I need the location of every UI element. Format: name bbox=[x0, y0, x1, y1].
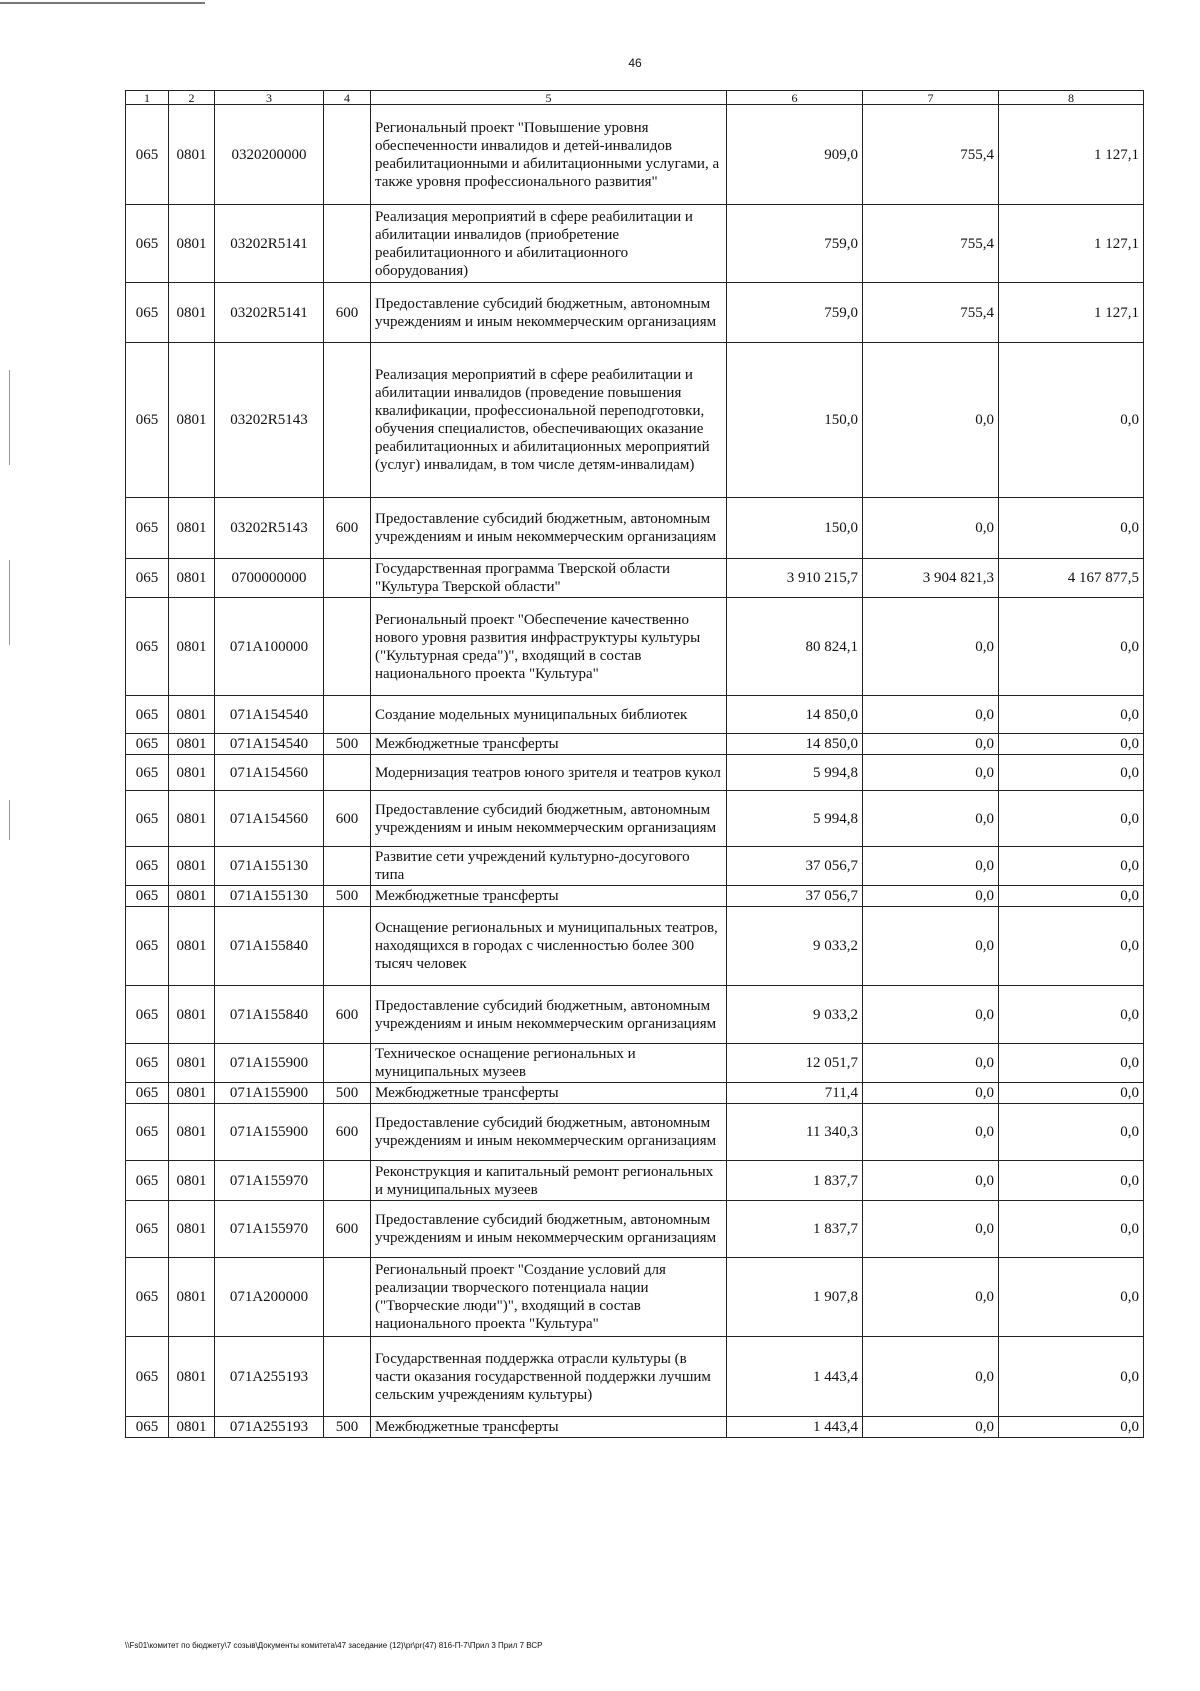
cell-description: Региональный проект "Создание условий для реализации творческого потенциала нации ("Творческие люди")", входящий в состав национального проекта "Культура" bbox=[371, 1258, 727, 1337]
cell-code: 065 bbox=[126, 1161, 169, 1201]
header-cell-5: 5 bbox=[371, 91, 727, 105]
cell-amount-col8: 0,0 bbox=[999, 1083, 1144, 1104]
cell-expense-type bbox=[324, 598, 371, 696]
cell-code: 065 bbox=[126, 907, 169, 986]
cell-target-article: 071A155900 bbox=[215, 1104, 324, 1161]
cell-amount-col7: 0,0 bbox=[863, 598, 999, 696]
cell-description: Межбюджетные трансферты bbox=[371, 886, 727, 907]
cell-amount-col6: 1 837,7 bbox=[727, 1201, 863, 1258]
cell-target-article: 071A155900 bbox=[215, 1083, 324, 1104]
cell-amount-col8: 0,0 bbox=[999, 907, 1144, 986]
cell-amount-col7: 3 904 821,3 bbox=[863, 559, 999, 598]
cell-amount-col8: 0,0 bbox=[999, 1044, 1144, 1083]
cell-expense-type bbox=[324, 205, 371, 283]
cell-amount-col8: 1 127,1 bbox=[999, 105, 1144, 205]
cell-section: 0801 bbox=[169, 343, 215, 498]
cell-amount-col7: 0,0 bbox=[863, 886, 999, 907]
cell-code: 065 bbox=[126, 755, 169, 791]
scan-artifact-line bbox=[9, 370, 10, 465]
cell-expense-type bbox=[324, 907, 371, 986]
cell-amount-col8: 0,0 bbox=[999, 847, 1144, 886]
budget-table bbox=[125, 90, 1144, 1438]
cell-expense-type bbox=[324, 105, 371, 205]
cell-section: 0801 bbox=[169, 847, 215, 886]
table-row bbox=[126, 1161, 1144, 1201]
cell-expense-type: 600 bbox=[324, 986, 371, 1044]
cell-amount-col8: 0,0 bbox=[999, 755, 1144, 791]
cell-amount-col6: 3 910 215,7 bbox=[727, 559, 863, 598]
header-cell-7: 7 bbox=[863, 91, 999, 105]
table-row bbox=[126, 498, 1144, 559]
cell-code: 065 bbox=[126, 791, 169, 847]
cell-code: 065 bbox=[126, 498, 169, 559]
table-row bbox=[126, 1104, 1144, 1161]
cell-code: 065 bbox=[126, 886, 169, 907]
cell-description: Реализация мероприятий в сфере реабилитации и абилитации инвалидов (проведение повышения квалификации, профессиональной переподготовки, обучения специалистов, обеспечивающих оказание реабилитационных и абилитационных мероприятий (услуг) инвалидам, в том числе детям-инвалидам) bbox=[371, 343, 727, 498]
cell-description: Развитие сети учреждений культурно-досугового типа bbox=[371, 847, 727, 886]
cell-expense-type bbox=[324, 1044, 371, 1083]
cell-expense-type bbox=[324, 1337, 371, 1417]
cell-target-article: 071A255193 bbox=[215, 1417, 324, 1438]
cell-amount-col6: 80 824,1 bbox=[727, 598, 863, 696]
cell-amount-col7: 755,4 bbox=[863, 205, 999, 283]
cell-section: 0801 bbox=[169, 1104, 215, 1161]
cell-description: Региональный проект "Обеспечение качественно нового уровня развития инфраструктуры культуры ("Культурная среда")", входящий в состав национального проекта "Культура" bbox=[371, 598, 727, 696]
table-body bbox=[126, 105, 1144, 1438]
cell-expense-type: 600 bbox=[324, 791, 371, 847]
cell-target-article: 03202R5143 bbox=[215, 498, 324, 559]
cell-description: Предоставление субсидий бюджетным, автономным учреждениям и иным некоммерческим организациям bbox=[371, 1104, 727, 1161]
cell-target-article: 071A155900 bbox=[215, 1044, 324, 1083]
cell-amount-col7: 0,0 bbox=[863, 1337, 999, 1417]
cell-code: 065 bbox=[126, 1083, 169, 1104]
cell-expense-type: 500 bbox=[324, 734, 371, 755]
cell-target-article: 071A154560 bbox=[215, 755, 324, 791]
cell-code: 065 bbox=[126, 1201, 169, 1258]
cell-target-article: 071A155840 bbox=[215, 986, 324, 1044]
footer-file-path: \\Fs01\комитет по бюджету\7 созыв\Документы комитета\47 заседание (12)\pr\pr(47) 816-П-7\Прил 3 Прил 7 ВСР bbox=[125, 1641, 543, 1650]
cell-amount-col6: 909,0 bbox=[727, 105, 863, 205]
cell-section: 0801 bbox=[169, 205, 215, 283]
cell-code: 065 bbox=[126, 105, 169, 205]
cell-expense-type bbox=[324, 696, 371, 734]
cell-description: Государственная поддержка отрасли культуры (в части оказания государственной поддержки лучшим сельским учреждениям культуры) bbox=[371, 1337, 727, 1417]
table-row bbox=[126, 1083, 1144, 1104]
cell-section: 0801 bbox=[169, 755, 215, 791]
cell-expense-type: 500 bbox=[324, 1083, 371, 1104]
table-row bbox=[126, 886, 1144, 907]
cell-target-article: 071A154540 bbox=[215, 734, 324, 755]
table-row bbox=[126, 734, 1144, 755]
cell-expense-type bbox=[324, 343, 371, 498]
cell-amount-col6: 1 837,7 bbox=[727, 1161, 863, 1201]
table-row bbox=[126, 986, 1144, 1044]
cell-amount-col7: 0,0 bbox=[863, 696, 999, 734]
cell-target-article: 0320200000 bbox=[215, 105, 324, 205]
header-cell-4: 4 bbox=[324, 91, 371, 105]
cell-amount-col7: 0,0 bbox=[863, 734, 999, 755]
cell-expense-type: 500 bbox=[324, 1417, 371, 1438]
cell-amount-col7: 0,0 bbox=[863, 755, 999, 791]
cell-description: Реконструкция и капитальный ремонт региональных и муниципальных музеев bbox=[371, 1161, 727, 1201]
cell-description: Предоставление субсидий бюджетным, автономным учреждениям и иным некоммерческим организациям bbox=[371, 791, 727, 847]
cell-amount-col6: 1 443,4 bbox=[727, 1417, 863, 1438]
cell-description: Межбюджетные трансферты bbox=[371, 1417, 727, 1438]
cell-code: 065 bbox=[126, 1417, 169, 1438]
cell-amount-col6: 11 340,3 bbox=[727, 1104, 863, 1161]
cell-target-article: 071A155130 bbox=[215, 886, 324, 907]
cell-amount-col8: 4 167 877,5 bbox=[999, 559, 1144, 598]
cell-code: 065 bbox=[126, 343, 169, 498]
cell-code: 065 bbox=[126, 734, 169, 755]
cell-description: Межбюджетные трансферты bbox=[371, 734, 727, 755]
cell-amount-col8: 1 127,1 bbox=[999, 283, 1144, 343]
cell-amount-col8: 0,0 bbox=[999, 1417, 1144, 1438]
cell-amount-col8: 0,0 bbox=[999, 498, 1144, 559]
table-row bbox=[126, 205, 1144, 283]
scan-artifact-line bbox=[0, 2, 205, 4]
cell-target-article: 071A155130 bbox=[215, 847, 324, 886]
cell-amount-col8: 0,0 bbox=[999, 1337, 1144, 1417]
cell-amount-col7: 0,0 bbox=[863, 498, 999, 559]
cell-amount-col7: 755,4 bbox=[863, 105, 999, 205]
header-cell-2: 2 bbox=[169, 91, 215, 105]
cell-expense-type: 600 bbox=[324, 498, 371, 559]
table-row bbox=[126, 343, 1144, 498]
cell-amount-col6: 150,0 bbox=[727, 498, 863, 559]
cell-amount-col6: 759,0 bbox=[727, 283, 863, 343]
cell-amount-col6: 1 907,8 bbox=[727, 1258, 863, 1337]
cell-target-article: 071A155840 bbox=[215, 907, 324, 986]
cell-amount-col6: 12 051,7 bbox=[727, 1044, 863, 1083]
cell-description: Предоставление субсидий бюджетным, автономным учреждениям и иным некоммерческим организациям bbox=[371, 498, 727, 559]
cell-amount-col7: 0,0 bbox=[863, 1083, 999, 1104]
header-cell-3: 3 bbox=[215, 91, 324, 105]
cell-description: Оснащение региональных и муниципальных театров, находящихся в городах с численностью более 300 тысяч человек bbox=[371, 907, 727, 986]
cell-target-article: 03202R5143 bbox=[215, 343, 324, 498]
cell-amount-col6: 5 994,8 bbox=[727, 755, 863, 791]
cell-amount-col8: 0,0 bbox=[999, 1258, 1144, 1337]
header-cell-6: 6 bbox=[727, 91, 863, 105]
cell-amount-col8: 0,0 bbox=[999, 791, 1144, 847]
cell-target-article: 071A200000 bbox=[215, 1258, 324, 1337]
cell-expense-type bbox=[324, 755, 371, 791]
cell-section: 0801 bbox=[169, 1161, 215, 1201]
table-row bbox=[126, 847, 1144, 886]
cell-amount-col8: 0,0 bbox=[999, 696, 1144, 734]
cell-section: 0801 bbox=[169, 598, 215, 696]
cell-amount-col7: 0,0 bbox=[863, 1201, 999, 1258]
table-row bbox=[126, 1337, 1144, 1417]
cell-amount-col8: 0,0 bbox=[999, 734, 1144, 755]
cell-description: Модернизация театров юного зрителя и театров кукол bbox=[371, 755, 727, 791]
cell-expense-type: 600 bbox=[324, 1104, 371, 1161]
cell-section: 0801 bbox=[169, 886, 215, 907]
cell-code: 065 bbox=[126, 847, 169, 886]
cell-code: 065 bbox=[126, 1044, 169, 1083]
table-row bbox=[126, 1258, 1144, 1337]
table-row bbox=[126, 283, 1144, 343]
cell-target-article: 071A154540 bbox=[215, 696, 324, 734]
cell-section: 0801 bbox=[169, 1258, 215, 1337]
cell-target-article: 03202R5141 bbox=[215, 205, 324, 283]
cell-code: 065 bbox=[126, 1337, 169, 1417]
cell-code: 065 bbox=[126, 559, 169, 598]
cell-target-article: 071A155970 bbox=[215, 1161, 324, 1201]
cell-amount-col8: 0,0 bbox=[999, 1104, 1144, 1161]
table-row bbox=[126, 1417, 1144, 1438]
cell-amount-col8: 0,0 bbox=[999, 886, 1144, 907]
cell-description: Создание модельных муниципальных библиотек bbox=[371, 696, 727, 734]
cell-amount-col7: 0,0 bbox=[863, 791, 999, 847]
cell-target-article: 071A155970 bbox=[215, 1201, 324, 1258]
table-row bbox=[126, 907, 1144, 986]
cell-amount-col8: 0,0 bbox=[999, 598, 1144, 696]
cell-expense-type: 600 bbox=[324, 1201, 371, 1258]
cell-amount-col7: 0,0 bbox=[863, 847, 999, 886]
table-header bbox=[126, 91, 1144, 105]
cell-description: Реализация мероприятий в сфере реабилитации и абилитации инвалидов (приобретение реабилитационного и абилитационного оборудования) bbox=[371, 205, 727, 283]
cell-expense-type: 600 bbox=[324, 283, 371, 343]
cell-expense-type bbox=[324, 559, 371, 598]
cell-amount-col6: 711,4 bbox=[727, 1083, 863, 1104]
cell-amount-col8: 0,0 bbox=[999, 1161, 1144, 1201]
cell-target-article: 03202R5141 bbox=[215, 283, 324, 343]
cell-section: 0801 bbox=[169, 791, 215, 847]
header-cell-8: 8 bbox=[999, 91, 1144, 105]
table-row bbox=[126, 696, 1144, 734]
cell-code: 065 bbox=[126, 696, 169, 734]
cell-amount-col8: 1 127,1 bbox=[999, 205, 1144, 283]
cell-amount-col6: 150,0 bbox=[727, 343, 863, 498]
table-row bbox=[126, 1044, 1144, 1083]
cell-amount-col7: 0,0 bbox=[863, 1417, 999, 1438]
cell-section: 0801 bbox=[169, 907, 215, 986]
table-row bbox=[126, 559, 1144, 598]
cell-code: 065 bbox=[126, 598, 169, 696]
cell-expense-type bbox=[324, 1258, 371, 1337]
cell-amount-col7: 755,4 bbox=[863, 283, 999, 343]
cell-amount-col7: 0,0 bbox=[863, 1104, 999, 1161]
cell-amount-col6: 37 056,7 bbox=[727, 886, 863, 907]
cell-code: 065 bbox=[126, 1104, 169, 1161]
cell-amount-col8: 0,0 bbox=[999, 986, 1144, 1044]
cell-amount-col7: 0,0 bbox=[863, 1044, 999, 1083]
cell-target-article: 071A154560 bbox=[215, 791, 324, 847]
cell-amount-col6: 5 994,8 bbox=[727, 791, 863, 847]
cell-amount-col7: 0,0 bbox=[863, 1258, 999, 1337]
cell-section: 0801 bbox=[169, 1044, 215, 1083]
cell-description: Государственная программа Тверской области "Культура Тверской области" bbox=[371, 559, 727, 598]
cell-section: 0801 bbox=[169, 1337, 215, 1417]
table-row bbox=[126, 598, 1144, 696]
cell-section: 0801 bbox=[169, 986, 215, 1044]
cell-amount-col6: 14 850,0 bbox=[727, 734, 863, 755]
cell-code: 065 bbox=[126, 986, 169, 1044]
table-row bbox=[126, 105, 1144, 205]
cell-amount-col6: 14 850,0 bbox=[727, 696, 863, 734]
cell-description: Региональный проект "Повышение уровня обеспеченности инвалидов и детей-инвалидов реабилитационными и абилитационными услугами, а также уровня профессионального развития" bbox=[371, 105, 727, 205]
cell-amount-col6: 9 033,2 bbox=[727, 907, 863, 986]
cell-amount-col7: 0,0 bbox=[863, 907, 999, 986]
cell-code: 065 bbox=[126, 283, 169, 343]
cell-expense-type bbox=[324, 847, 371, 886]
table-row bbox=[126, 755, 1144, 791]
cell-description: Межбюджетные трансферты bbox=[371, 1083, 727, 1104]
page-number: 46 bbox=[628, 56, 642, 70]
cell-section: 0801 bbox=[169, 559, 215, 598]
cell-section: 0801 bbox=[169, 283, 215, 343]
cell-section: 0801 bbox=[169, 1417, 215, 1438]
cell-description: Предоставление субсидий бюджетным, автономным учреждениям и иным некоммерческим организациям bbox=[371, 1201, 727, 1258]
cell-expense-type: 500 bbox=[324, 886, 371, 907]
cell-code: 065 bbox=[126, 1258, 169, 1337]
cell-amount-col8: 0,0 bbox=[999, 1201, 1144, 1258]
cell-section: 0801 bbox=[169, 734, 215, 755]
header-cell-1: 1 bbox=[126, 91, 169, 105]
cell-description: Предоставление субсидий бюджетным, автономным учреждениям и иным некоммерческим организациям bbox=[371, 986, 727, 1044]
cell-target-article: 071A255193 bbox=[215, 1337, 324, 1417]
header-row bbox=[126, 91, 1144, 105]
cell-section: 0801 bbox=[169, 1201, 215, 1258]
table-row bbox=[126, 791, 1144, 847]
cell-amount-col7: 0,0 bbox=[863, 343, 999, 498]
cell-amount-col7: 0,0 bbox=[863, 986, 999, 1044]
cell-section: 0801 bbox=[169, 696, 215, 734]
cell-amount-col6: 759,0 bbox=[727, 205, 863, 283]
cell-description: Предоставление субсидий бюджетным, автономным учреждениям и иным некоммерческим организациям bbox=[371, 283, 727, 343]
cell-amount-col8: 0,0 bbox=[999, 343, 1144, 498]
cell-target-article: 071A100000 bbox=[215, 598, 324, 696]
cell-section: 0801 bbox=[169, 105, 215, 205]
cell-amount-col6: 37 056,7 bbox=[727, 847, 863, 886]
cell-section: 0801 bbox=[169, 498, 215, 559]
cell-amount-col7: 0,0 bbox=[863, 1161, 999, 1201]
scan-artifact-line bbox=[9, 800, 10, 840]
cell-description: Техническое оснащение региональных и муниципальных музеев bbox=[371, 1044, 727, 1083]
cell-amount-col6: 1 443,4 bbox=[727, 1337, 863, 1417]
cell-target-article: 0700000000 bbox=[215, 559, 324, 598]
scan-artifact-line bbox=[9, 560, 10, 645]
cell-amount-col6: 9 033,2 bbox=[727, 986, 863, 1044]
table-row bbox=[126, 1201, 1144, 1258]
cell-expense-type bbox=[324, 1161, 371, 1201]
cell-code: 065 bbox=[126, 205, 169, 283]
cell-section: 0801 bbox=[169, 1083, 215, 1104]
